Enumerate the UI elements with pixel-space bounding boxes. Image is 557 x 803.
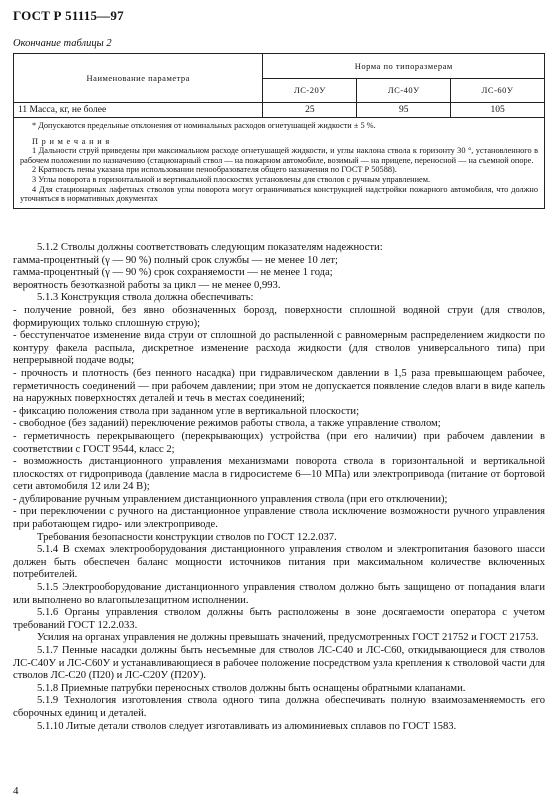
paragraph: гамма-процентный (γ — 90 %) срок сохраняемости — не менее 1 года; bbox=[13, 267, 333, 279]
list-item: - герметичность перекрывающего (перекрывающих) устройства (при его наличии) при рабочем давлении в соответствии с ГОСТ 9544, класс 2; bbox=[13, 430, 545, 455]
parameters-table bbox=[13, 53, 545, 209]
column-header-parameter: Наименование параметра bbox=[14, 54, 263, 103]
column-header-model: ЛС-20У bbox=[263, 78, 357, 103]
paragraph: 5.1.4 В схемах электрооборудования дистанционного управления стволом и электропитания базового шасси должен быть обеспечен баланс мощности источников питания при максимальном количестве включенных потребителей. bbox=[13, 544, 545, 581]
table-cell-value: 105 bbox=[451, 103, 545, 118]
list-item: - прочность и плотность (без пенного насадка) при гидравлическом давлении в 1,5 раза превышающем рабочее, герметичность соединений — при рабочем давлении; при этом не допускается появление следов влаги в виде капель на наружных поверхностях деталей и течь в местах соединений; bbox=[13, 367, 545, 405]
paragraph: гамма-процентный (γ — 90 %) полный срок службы — не менее 10 лет; bbox=[13, 254, 338, 266]
page-number: 4 bbox=[13, 785, 19, 797]
list-item: - при переключении с ручного на дистанционное управление ствола исключение возможности ручного управления при работающем гидро- или электроприводе. bbox=[13, 506, 545, 531]
note-item: 1 Дальности струй приведены при максимальном расходе огнетушащей жидкости, и углы наклона ствола к горизонту 30 °, установленного в рабочем положении по назначению (стационарный ствол — на пожарном автомобиле, возимый — на прицепе, переносной — на съемной опоре. bbox=[20, 146, 538, 165]
paragraph: 5.1.2 Стволы должны соответствовать следующим показателям надежности: bbox=[37, 242, 383, 253]
paragraph: 5.1.10 Литые детали стволов следует изготавливать из алюминиевых сплавов по ГОСТ 1583. bbox=[37, 720, 457, 732]
column-header-model: ЛС-40У bbox=[357, 78, 451, 103]
paragraph: 5.1.9 Технология изготовления ствола одного типа должна обеспечивать полную взаимозаменяемость его сборочных единиц и деталей. bbox=[13, 695, 545, 719]
list-item: - возможность дистанционного управления механизмами поворота ствола в горизонтальной и вертикальной плоскостях от гидропривода (давление масла в гидросистеме 6—10 МПа) или электропривода (питание от бортовой сети автомобиля 12 или 24 В); bbox=[13, 456, 545, 493]
list-item: - бесступенчатое изменение вида струи от сплошной до распыленной с равномерным распределением жидкости по контуру факела распыла, дискретное изменение расхода жидкости (для стволов универсального типа) при непрерывной подаче воды; bbox=[13, 330, 545, 367]
document-header: ГОСТ Р 51115—97 bbox=[13, 8, 124, 23]
note-item: 2 Кратность пены указана при использовании пенообразователя общего назначения по ГОСТ Р 50588). bbox=[32, 165, 397, 175]
paragraph: 5.1.3 Конструкция ствола должна обеспечивать: bbox=[37, 292, 254, 304]
paragraph: 5.1.6 Органы управления стволом должны быть расположены в зоне досягаемости оператора с учетом требований ГОСТ 12.2.033. bbox=[13, 607, 545, 631]
paragraph: вероятность безотказной работы за цикл — не менее 0,993. bbox=[13, 279, 281, 291]
note-item: 4 Для стационарных лафетных стволов углы поворота могут ограничиваться конструкцией надстройки пожарного автомобиля, что должно уточняться в нормативных документах bbox=[20, 184, 538, 204]
table-row bbox=[14, 103, 545, 118]
notes-title: П р и м е ч а н и я bbox=[32, 136, 110, 146]
list-item: - получение ровной, без явно обозначенных борозд, поверхности сплошной водяной струи (для стволов, формирующих только сплошную струю); bbox=[13, 304, 545, 329]
table-caption: Окончание таблицы 2 bbox=[13, 38, 112, 49]
document-body bbox=[13, 242, 545, 733]
column-header-norm: Норма по типоразмерам bbox=[263, 54, 545, 79]
table-cell-value: 25 bbox=[263, 103, 357, 118]
note-item: 3 Углы поворота в горизонтальной и вертикальной плоскостях установлены для стволов с ручным управлением. bbox=[32, 174, 431, 184]
table-cell-parameter: 11 Масса, кг, не более bbox=[14, 103, 263, 118]
list-item: - дублирование ручным управлением дистанционного управления ствола (при его отключении); bbox=[13, 493, 448, 505]
paragraph: Усилия на органах управления не должны превышать значений, предусмотренных ГОСТ 21752 и ГОСТ 21753. bbox=[37, 632, 539, 644]
table-header-row bbox=[14, 54, 545, 79]
paragraph: 5.1.7 Пенные насадки должны быть несъемные для стволов ЛС-С40 и ЛС-С60, откидывающиеся для стволов ЛС-С40У и ЛС-С60У и устанавливающиеся в рабочее положение посредством узла крепления к стволовой части для стволов ЛС-С20 (П20) и ЛС-С20У (П20У). bbox=[13, 645, 545, 682]
paragraph: 5.1.5 Электрооборудование дистанционного управления стволом должно быть защищено от попадания влаги или выполнено во влагопылезащитном исполнении. bbox=[13, 582, 545, 606]
table-cell-value: 95 bbox=[357, 103, 451, 118]
table-footnote: * Допускаются предельные отклонения от номинальных расходов огнетушащей жидкости ± 5 %. bbox=[32, 121, 376, 130]
paragraph: 5.1.8 Приемные патрубки переносных стволов должны быть оснащены обратными клапанами. bbox=[37, 682, 466, 694]
paragraph: Требования безопасности конструкции стволов по ГОСТ 12.2.037. bbox=[37, 531, 337, 543]
column-header-model: ЛС-60У bbox=[451, 78, 545, 103]
table-notes-row bbox=[14, 118, 545, 209]
list-item: - свободное (без заданий) переключение режимов работы ствола, а также управление стволом; bbox=[13, 418, 441, 430]
list-item: - фиксацию положения ствола при заданном угле в вертикальной плоскости; bbox=[13, 405, 360, 417]
table-notes bbox=[14, 118, 545, 209]
